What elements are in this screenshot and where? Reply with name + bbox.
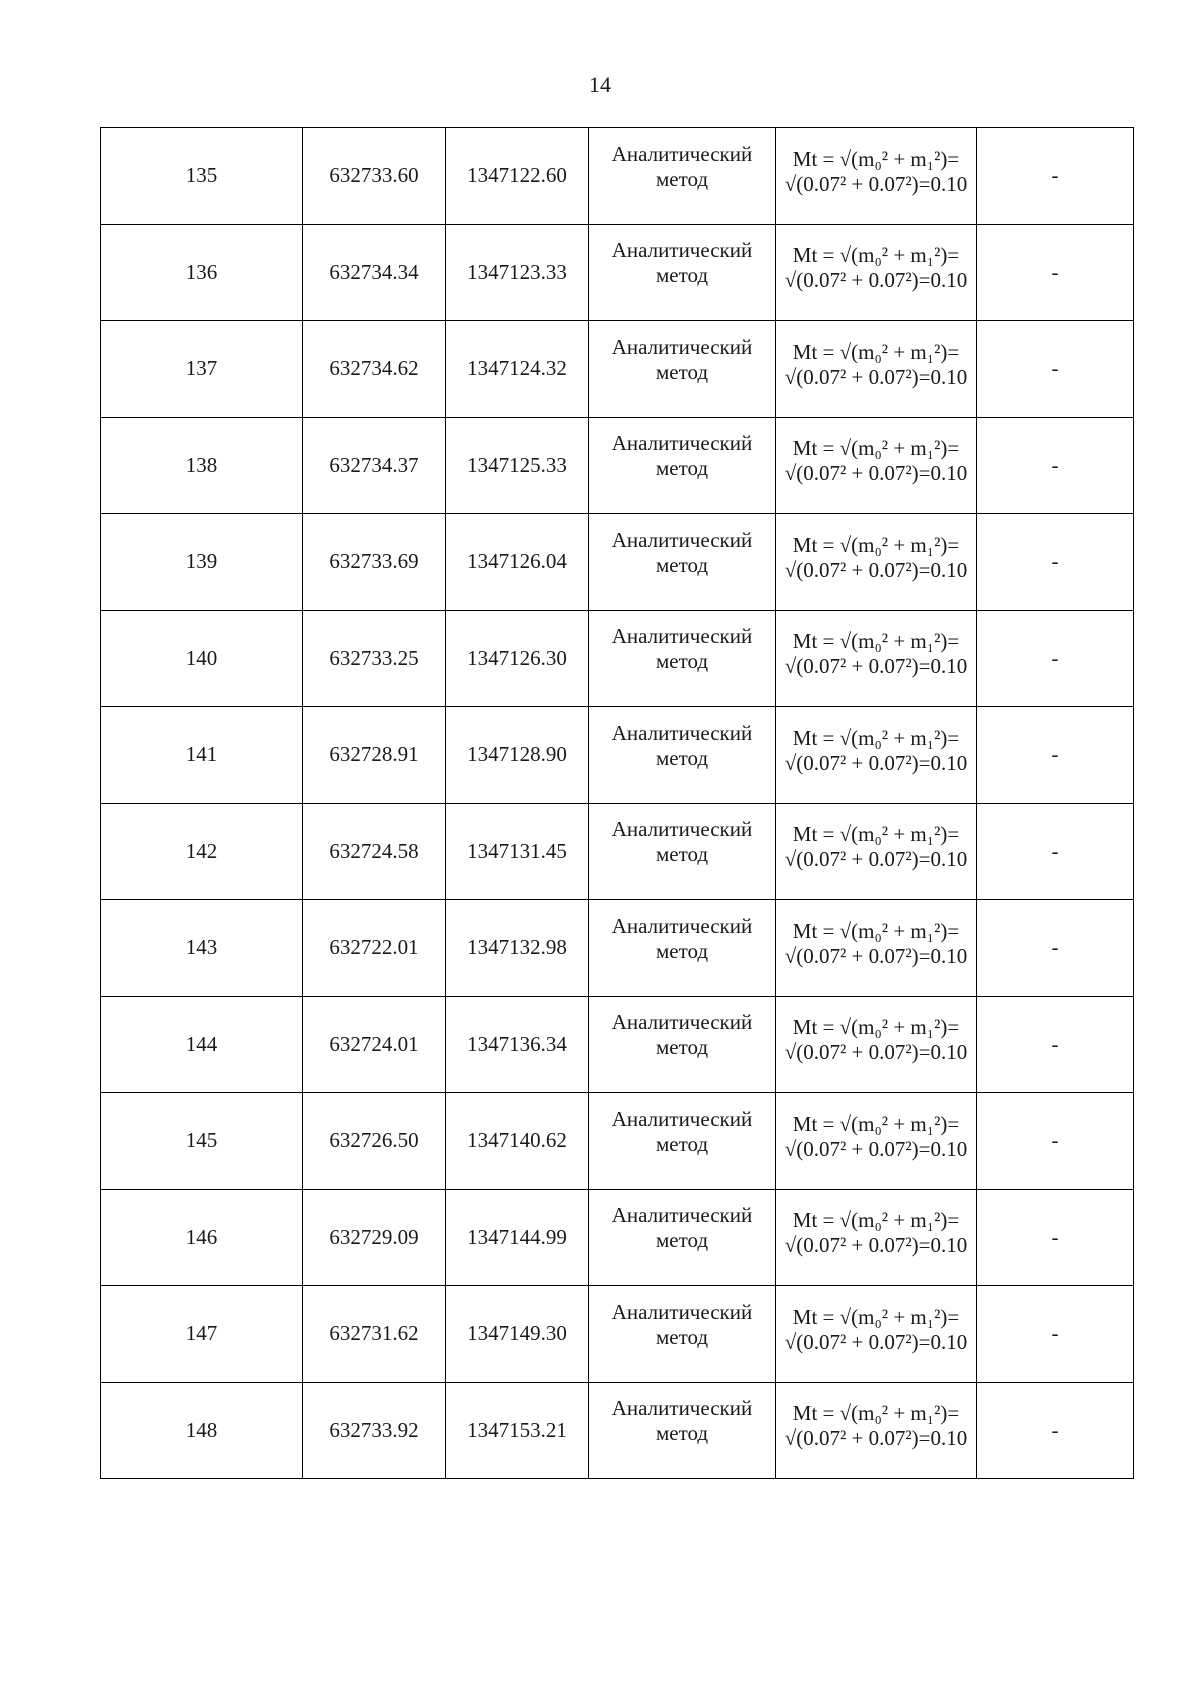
method-line-2: метод	[655, 456, 709, 481]
formula-line-1: Mt = √(m₀² + m₁²)=	[792, 243, 960, 268]
accuracy-formula	[780, 726, 972, 776]
formula-line-2: √(0.07² + 0.07²)=0.10	[784, 1426, 968, 1451]
method-cell	[589, 1382, 776, 1479]
note-cell: -	[977, 128, 1134, 225]
method-line-1: Аналитический	[611, 1203, 753, 1228]
note-cell: -	[977, 1382, 1134, 1479]
y-coordinate-cell: 1347126.04	[446, 514, 589, 611]
method-text	[593, 1010, 771, 1060]
y-coordinate-cell: 1347149.30	[446, 1286, 589, 1383]
accuracy-formula	[780, 436, 972, 486]
formula-line-1: Mt = √(m₀² + m₁²)=	[792, 1015, 960, 1040]
table-row	[101, 321, 1134, 418]
method-line-2: метод	[655, 166, 709, 191]
point-number-cell: 136	[101, 224, 303, 321]
method-line-2: метод	[655, 1035, 709, 1060]
method-line-2: метод	[655, 649, 709, 674]
x-coordinate-cell: 632731.62	[303, 1286, 446, 1383]
formula-line-1: Mt = √(m₀² + m₁²)=	[792, 822, 960, 847]
y-coordinate-cell: 1347125.33	[446, 417, 589, 514]
accuracy-formula-cell	[776, 610, 977, 707]
method-line-2: метод	[655, 552, 709, 577]
formula-line-1: Mt = √(m₀² + m₁²)=	[792, 629, 960, 654]
method-cell	[589, 514, 776, 611]
method-text	[593, 335, 771, 385]
formula-line-1: Mt = √(m₀² + m₁²)=	[792, 532, 960, 557]
method-cell	[589, 224, 776, 321]
point-number-cell: 141	[101, 707, 303, 804]
method-line-1: Аналитический	[611, 720, 753, 745]
point-number-cell: 145	[101, 1093, 303, 1190]
x-coordinate-cell: 632733.69	[303, 514, 446, 611]
point-number-cell: 137	[101, 321, 303, 418]
method-line-1: Аналитический	[611, 1396, 753, 1421]
point-number-cell: 140	[101, 610, 303, 707]
method-line-1: Аналитический	[611, 913, 753, 938]
method-text	[593, 142, 771, 192]
method-line-2: метод	[655, 842, 709, 867]
formula-line-2: √(0.07² + 0.07²)=0.10	[784, 1136, 968, 1161]
accuracy-formula-cell	[776, 224, 977, 321]
table-row	[101, 1382, 1134, 1479]
method-line-1: Аналитический	[611, 431, 753, 456]
method-text	[593, 817, 771, 867]
method-text	[593, 1300, 771, 1350]
x-coordinate-cell: 632729.09	[303, 1189, 446, 1286]
method-text	[593, 624, 771, 674]
formula-line-2: √(0.07² + 0.07²)=0.10	[784, 364, 968, 389]
accuracy-formula-cell	[776, 1382, 977, 1479]
y-coordinate-cell: 1347153.21	[446, 1382, 589, 1479]
formula-line-1: Mt = √(m₀² + m₁²)=	[792, 918, 960, 943]
table-body	[101, 128, 1134, 1479]
formula-line-2: √(0.07² + 0.07²)=0.10	[784, 461, 968, 486]
accuracy-formula-cell	[776, 803, 977, 900]
y-coordinate-cell: 1347126.30	[446, 610, 589, 707]
accuracy-formula	[780, 243, 972, 293]
accuracy-formula	[780, 822, 972, 872]
x-coordinate-cell: 632733.92	[303, 1382, 446, 1479]
y-coordinate-cell: 1347122.60	[446, 128, 589, 225]
point-number-cell: 144	[101, 996, 303, 1093]
formula-line-1: Mt = √(m₀² + m₁²)=	[792, 436, 960, 461]
accuracy-formula-cell	[776, 514, 977, 611]
note-cell: -	[977, 514, 1134, 611]
method-line-2: метод	[655, 1421, 709, 1446]
formula-line-1: Mt = √(m₀² + m₁²)=	[792, 1208, 960, 1233]
formula-line-2: √(0.07² + 0.07²)=0.10	[784, 1329, 968, 1354]
method-line-2: метод	[655, 1228, 709, 1253]
y-coordinate-cell: 1347123.33	[446, 224, 589, 321]
accuracy-formula	[780, 1305, 972, 1355]
formula-line-2: √(0.07² + 0.07²)=0.10	[784, 750, 968, 775]
x-coordinate-cell: 632733.60	[303, 128, 446, 225]
x-coordinate-cell: 632734.37	[303, 417, 446, 514]
accuracy-formula	[780, 919, 972, 969]
x-coordinate-cell: 632724.58	[303, 803, 446, 900]
accuracy-formula	[780, 340, 972, 390]
point-number-cell: 138	[101, 417, 303, 514]
method-line-2: метод	[655, 1324, 709, 1349]
formula-line-2: √(0.07² + 0.07²)=0.10	[784, 1233, 968, 1258]
method-cell	[589, 1286, 776, 1383]
accuracy-formula	[780, 1112, 972, 1162]
note-cell: -	[977, 1093, 1134, 1190]
table-row	[101, 224, 1134, 321]
accuracy-formula-cell	[776, 417, 977, 514]
accuracy-formula	[780, 629, 972, 679]
accuracy-formula-cell	[776, 321, 977, 418]
formula-line-2: √(0.07² + 0.07²)=0.10	[784, 847, 968, 872]
note-cell: -	[977, 707, 1134, 804]
y-coordinate-cell: 1347131.45	[446, 803, 589, 900]
method-line-2: метод	[655, 359, 709, 384]
y-coordinate-cell: 1347140.62	[446, 1093, 589, 1190]
method-line-1: Аналитический	[611, 238, 753, 263]
point-number-cell: 135	[101, 128, 303, 225]
method-line-2: метод	[655, 263, 709, 288]
point-number-cell: 139	[101, 514, 303, 611]
formula-line-2: √(0.07² + 0.07²)=0.10	[784, 1040, 968, 1065]
formula-line-1: Mt = √(m₀² + m₁²)=	[792, 339, 960, 364]
method-text	[593, 914, 771, 964]
method-line-1: Аналитический	[611, 334, 753, 359]
note-cell: -	[977, 996, 1134, 1093]
point-number-cell: 148	[101, 1382, 303, 1479]
accuracy-formula-cell	[776, 900, 977, 997]
point-number-cell: 147	[101, 1286, 303, 1383]
method-text	[593, 721, 771, 771]
method-line-1: Аналитический	[611, 1010, 753, 1035]
note-cell: -	[977, 900, 1134, 997]
point-number-cell: 143	[101, 900, 303, 997]
method-text	[593, 238, 771, 288]
y-coordinate-cell: 1347124.32	[446, 321, 589, 418]
method-cell	[589, 707, 776, 804]
y-coordinate-cell: 1347132.98	[446, 900, 589, 997]
method-cell	[589, 128, 776, 225]
method-cell	[589, 1189, 776, 1286]
accuracy-formula	[780, 1401, 972, 1451]
table-row	[101, 514, 1134, 611]
table-row	[101, 1286, 1134, 1383]
method-cell	[589, 610, 776, 707]
accuracy-formula	[780, 1208, 972, 1258]
formula-line-1: Mt = √(m₀² + m₁²)=	[792, 725, 960, 750]
formula-line-2: √(0.07² + 0.07²)=0.10	[784, 943, 968, 968]
y-coordinate-cell: 1347128.90	[446, 707, 589, 804]
formula-line-2: √(0.07² + 0.07²)=0.10	[784, 171, 968, 196]
table-row	[101, 1093, 1134, 1190]
method-line-1: Аналитический	[611, 817, 753, 842]
method-line-1: Аналитический	[611, 1106, 753, 1131]
formula-line-1: Mt = √(m₀² + m₁²)=	[792, 146, 960, 171]
note-cell: -	[977, 610, 1134, 707]
accuracy-formula-cell	[776, 128, 977, 225]
accuracy-formula-cell	[776, 1189, 977, 1286]
formula-line-2: √(0.07² + 0.07²)=0.10	[784, 268, 968, 293]
accuracy-formula-cell	[776, 707, 977, 804]
formula-line-2: √(0.07² + 0.07²)=0.10	[784, 557, 968, 582]
x-coordinate-cell: 632726.50	[303, 1093, 446, 1190]
x-coordinate-cell: 632724.01	[303, 996, 446, 1093]
accuracy-formula	[780, 147, 972, 197]
accuracy-formula	[780, 533, 972, 583]
table-row	[101, 417, 1134, 514]
method-text	[593, 1396, 771, 1446]
method-cell	[589, 1093, 776, 1190]
table-row	[101, 996, 1134, 1093]
note-cell: -	[977, 1189, 1134, 1286]
note-cell: -	[977, 224, 1134, 321]
accuracy-formula	[780, 1015, 972, 1065]
method-line-1: Аналитический	[611, 527, 753, 552]
method-cell	[589, 803, 776, 900]
note-cell: -	[977, 803, 1134, 900]
accuracy-formula-cell	[776, 1093, 977, 1190]
point-number-cell: 146	[101, 1189, 303, 1286]
x-coordinate-cell: 632722.01	[303, 900, 446, 997]
table-row	[101, 707, 1134, 804]
method-cell	[589, 321, 776, 418]
method-line-1: Аналитический	[611, 624, 753, 649]
table-row	[101, 900, 1134, 997]
method-line-2: метод	[655, 745, 709, 770]
y-coordinate-cell: 1347136.34	[446, 996, 589, 1093]
method-text	[593, 1203, 771, 1253]
method-line-1: Аналитический	[611, 1299, 753, 1324]
method-line-2: метод	[655, 1131, 709, 1156]
note-cell: -	[977, 417, 1134, 514]
formula-line-2: √(0.07² + 0.07²)=0.10	[784, 654, 968, 679]
method-line-1: Аналитический	[611, 141, 753, 166]
method-line-2: метод	[655, 938, 709, 963]
accuracy-formula-cell	[776, 996, 977, 1093]
x-coordinate-cell: 632734.34	[303, 224, 446, 321]
table-row	[101, 803, 1134, 900]
page-number: 14	[589, 72, 611, 97]
table-row	[101, 1189, 1134, 1286]
formula-line-1: Mt = √(m₀² + m₁²)=	[792, 1401, 960, 1426]
method-cell	[589, 996, 776, 1093]
method-cell	[589, 417, 776, 514]
formula-line-1: Mt = √(m₀² + m₁²)=	[792, 1304, 960, 1329]
accuracy-formula-cell	[776, 1286, 977, 1383]
coordinates-table	[100, 127, 1134, 1479]
x-coordinate-cell: 632734.62	[303, 321, 446, 418]
table-row	[101, 610, 1134, 707]
x-coordinate-cell: 632728.91	[303, 707, 446, 804]
x-coordinate-cell: 632733.25	[303, 610, 446, 707]
method-text	[593, 528, 771, 578]
y-coordinate-cell: 1347144.99	[446, 1189, 589, 1286]
method-text	[593, 431, 771, 481]
method-text	[593, 1107, 771, 1157]
point-number-cell: 142	[101, 803, 303, 900]
note-cell: -	[977, 321, 1134, 418]
note-cell: -	[977, 1286, 1134, 1383]
table-row	[101, 128, 1134, 225]
method-cell	[589, 900, 776, 997]
formula-line-1: Mt = √(m₀² + m₁²)=	[792, 1111, 960, 1136]
